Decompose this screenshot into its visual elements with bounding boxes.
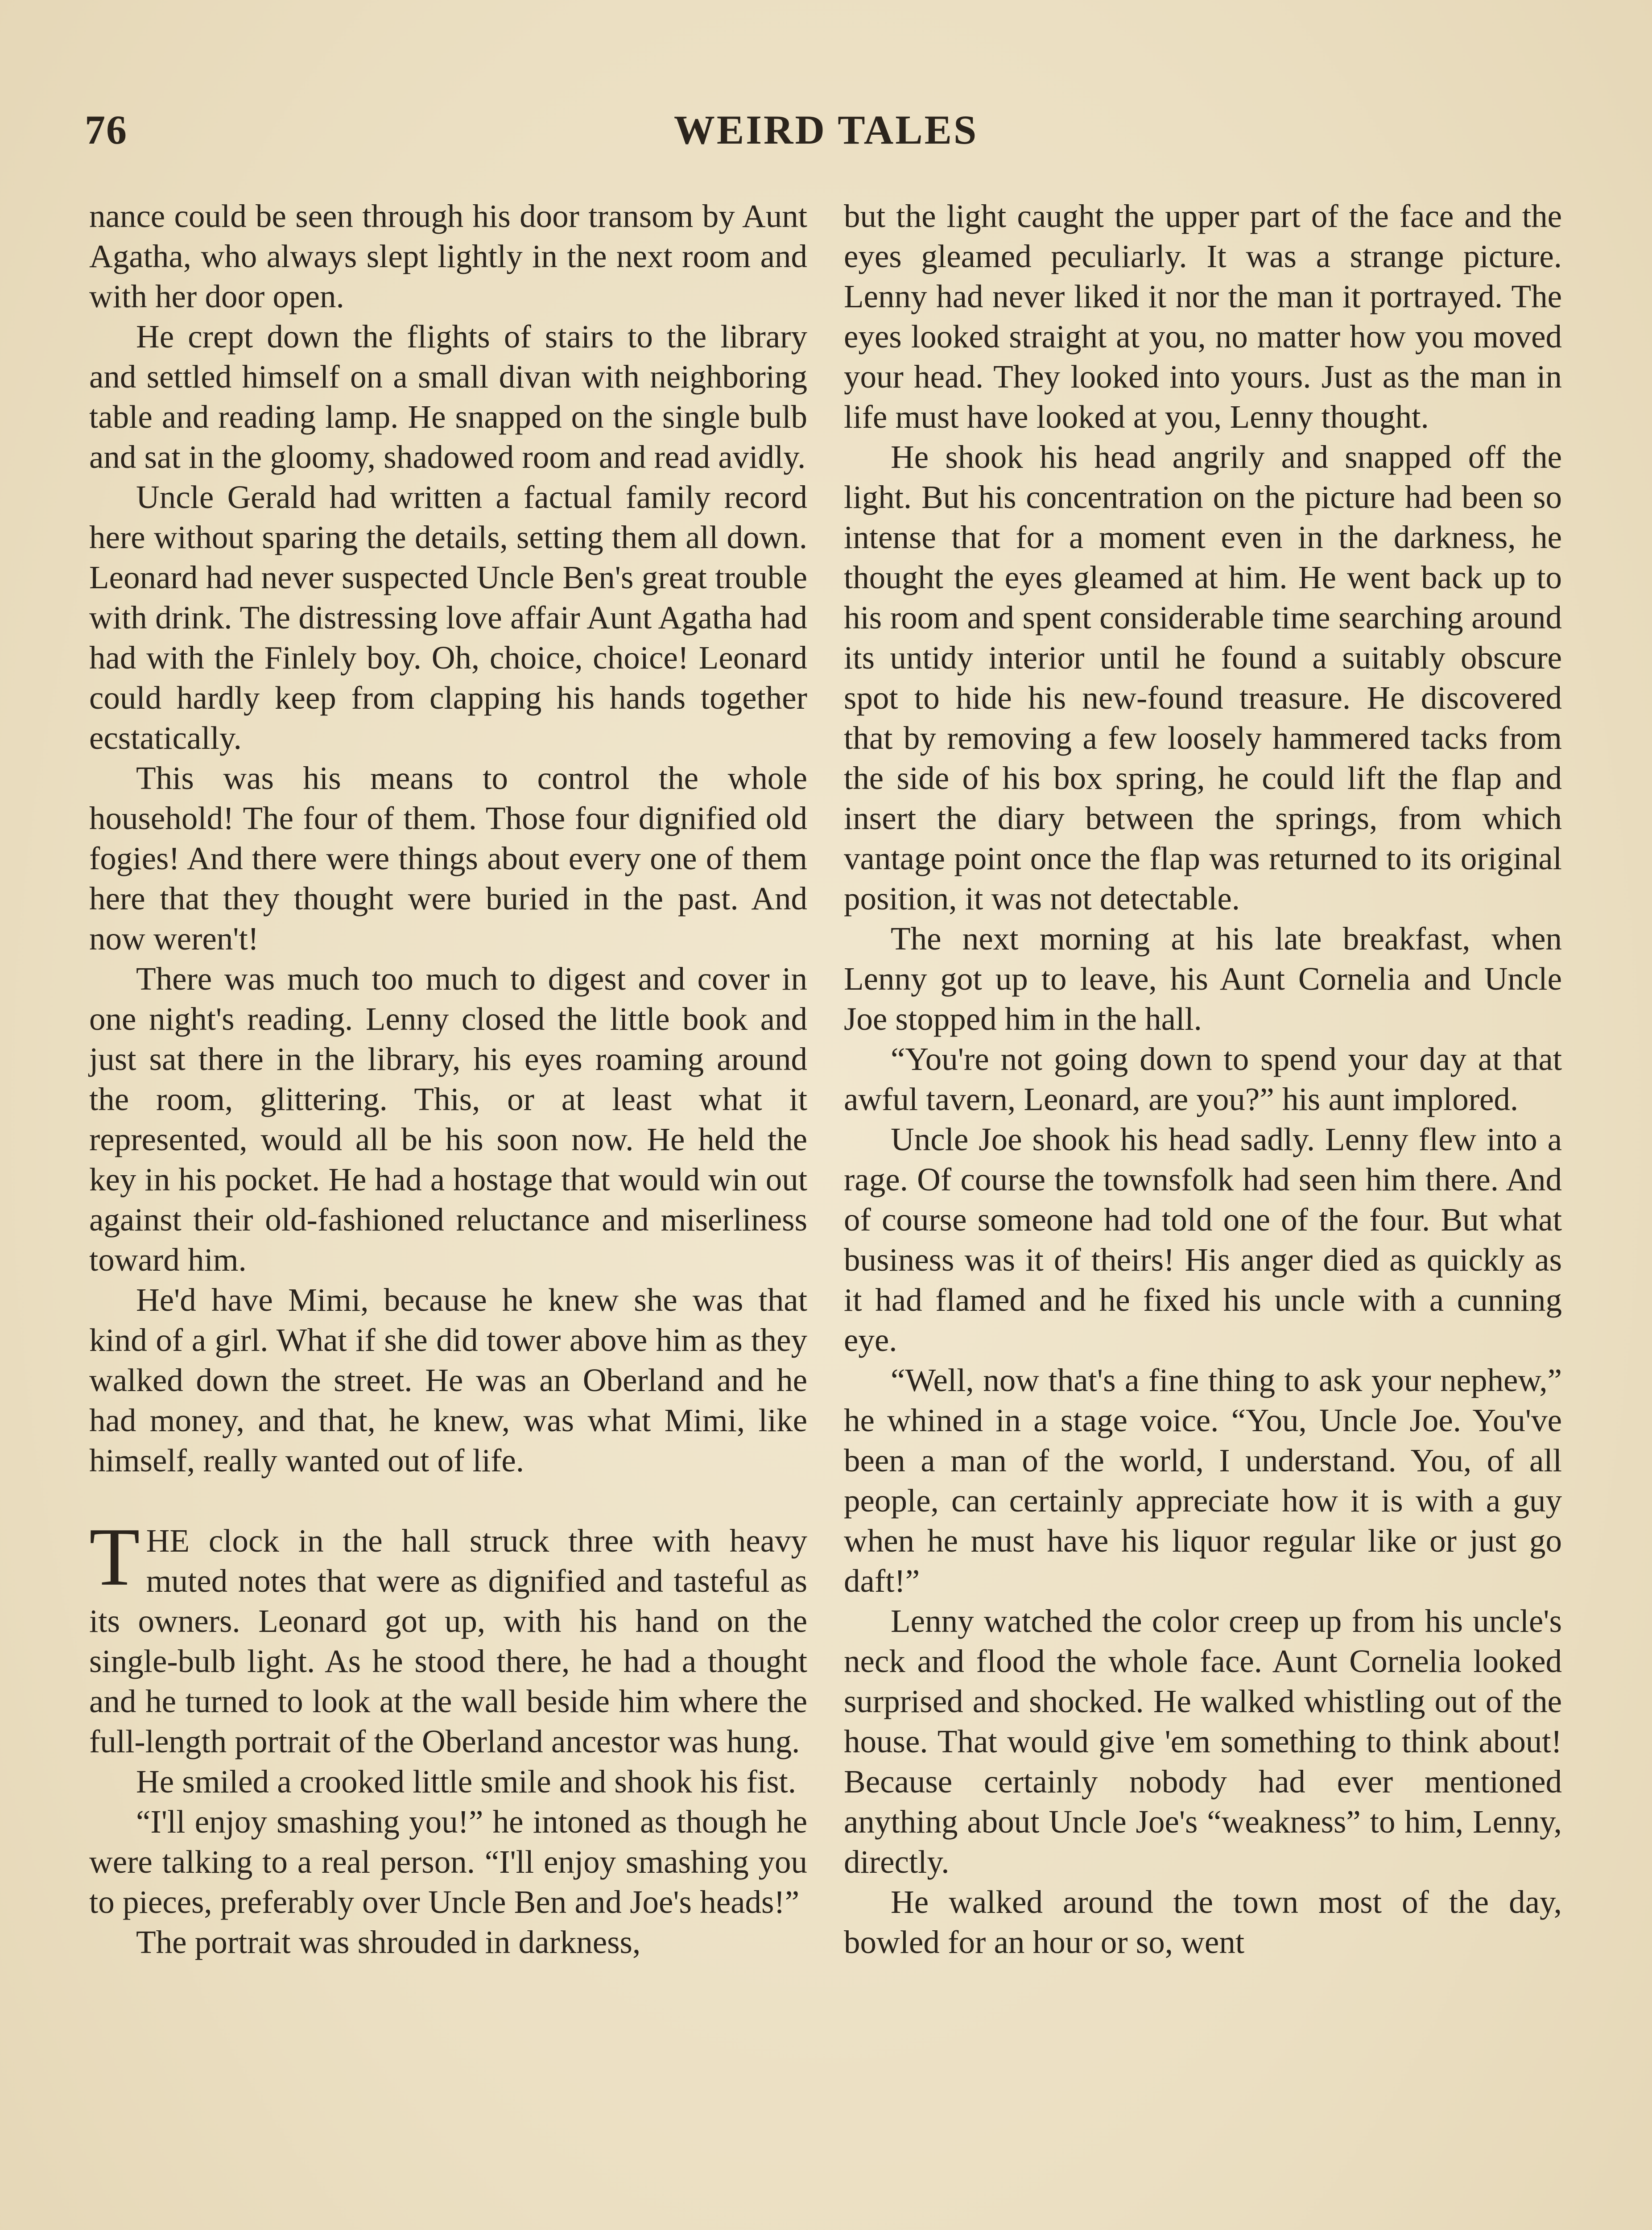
paragraph: This was his means to control the whole household! The four of them. Those four dignified old fogies! And there were things about every one of them here that they thought were buried in the past. And now weren't!: [89, 760, 807, 957]
section-break: [89, 1481, 807, 1521]
paragraph: He walked around the town most of the day, bowled for an hour or so, went: [844, 1884, 1562, 1960]
paragraph: “I'll enjoy smashing you!” he intoned as though he were talking to a real person. “I'll enjoy smashing you to pieces, preferably over Uncle Ben and Joe's heads!”: [89, 1804, 807, 1920]
paragraph: but the light caught the upper part of the face and the eyes gleamed peculiarly. It was a strange picture. Lenny had never liked it nor the man it portrayed. The eyes looked straight at you, no matter how you moved your head. They looked into yours. Just as the man in life must have looked at you, Lenny thought.: [844, 198, 1562, 435]
paragraph: He smiled a crooked little smile and shook his fist.: [136, 1763, 797, 1800]
paragraph: “You're not going down to spend your day at that awful tavern, Leonard, are you?” his aunt implored.: [844, 1041, 1562, 1117]
running-head-title: WEIRD TALES: [673, 107, 979, 153]
section-opening-paragraph: [89, 1511, 807, 1762]
paragraph: The next morning at his late breakfast, when Lenny got up to leave, his Aunt Cornelia and Uncle Joe stopped him in the hall.: [844, 921, 1562, 1037]
paragraph: “Well, now that's a fine thing to ask your nephew,” he whined in a stage voice. “You, Uncle Joe. You've been a man of the world, I understand. You, of all people, can certainly appreciate how it is with a guy when he must have his liquor regular like or just go daft!”: [844, 1362, 1562, 1599]
drop-cap: T: [89, 1511, 140, 1603]
paragraph: Uncle Gerald had written a factual family record here without sparing the details, setting them all down. Leonard had never suspected Uncle Ben's great trouble with drink. The distressing love affair Aunt Agatha had had with the Finlely boy. Oh, choice, choice! Leonard could hardly keep from clapping his hands together ecstatically.: [89, 479, 807, 756]
paragraph-text: HE clock in the hall struck three with heavy muted notes that were as dignified and tasteful as its owners. Leonard got up, with his hand on the single-bulb light. As he stood there, he had a thought and he turned to look at the wall beside him where the full-length portrait of the Oberland ancestor was hung.: [89, 1523, 807, 1759]
paragraph: There was much too much to digest and cover in one night's reading. Lenny closed the little book and just sat there in the library, his eyes roaming around the room, glittering. This, or at least what it represented, would all be his soon now. He held the key in his pocket. He had a hostage that would win out against their old-fashioned reluctance and miserliness toward him.: [89, 961, 807, 1278]
paragraph: He crept down the flights of stairs to the library and settled himself on a small divan with neighboring table and reading lamp. He snapped on the single bulb and sat in the gloomy, shadowed room and read avidly.: [89, 318, 807, 475]
paragraph: Uncle Joe shook his head sadly. Lenny flew into a rage. Of course the townsfolk had seen him there. And of course someone had told one of the four. But what business was it of theirs! His anger died as quickly as it had flamed and he fixed his uncle with a cunning eye.: [844, 1121, 1562, 1358]
paragraph: Lenny watched the color creep up from his uncle's neck and flood the whole face. Aunt Cornelia looked surprised and shocked. He walked whistling out of the house. That would give 'em something to think about! Because certainly nobody had ever mentioned anything about Uncle Joe's “weakness” to him, Lenny, directly.: [844, 1603, 1562, 1880]
page-number: 76: [85, 107, 128, 153]
left-text-column: [89, 196, 807, 1962]
paragraph: nance could be seen through his door transom by Aunt Agatha, who always slept lightly in the next room and with her door open.: [89, 198, 807, 314]
paragraph: He'd have Mimi, because he knew she was that kind of a girl. What if she did tower above him as they walked down the street. He was an Oberland and he had money, and that, he knew, was what Mimi, like himself, really wanted out of life.: [89, 1282, 807, 1478]
paragraph: He shook his head angrily and snapped off the light. But his concentration on the picture had been so intense that for a moment even in the darkness, he thought the eyes gleamed at him. He went back up to his room and spent considerable time searching around its untidy interior until he found a suitably obscure spot to hide his new-found treasure. He discovered that by removing a few loosely hammered tacks from the side of his box spring, he could lift the flap and insert the diary between the springs, from which vantage point once the flap was returned to its original position, it was not detectable.: [844, 439, 1562, 917]
paragraph: The portrait was shrouded in darkness,: [136, 1924, 641, 1960]
right-text-column: [844, 196, 1562, 1962]
